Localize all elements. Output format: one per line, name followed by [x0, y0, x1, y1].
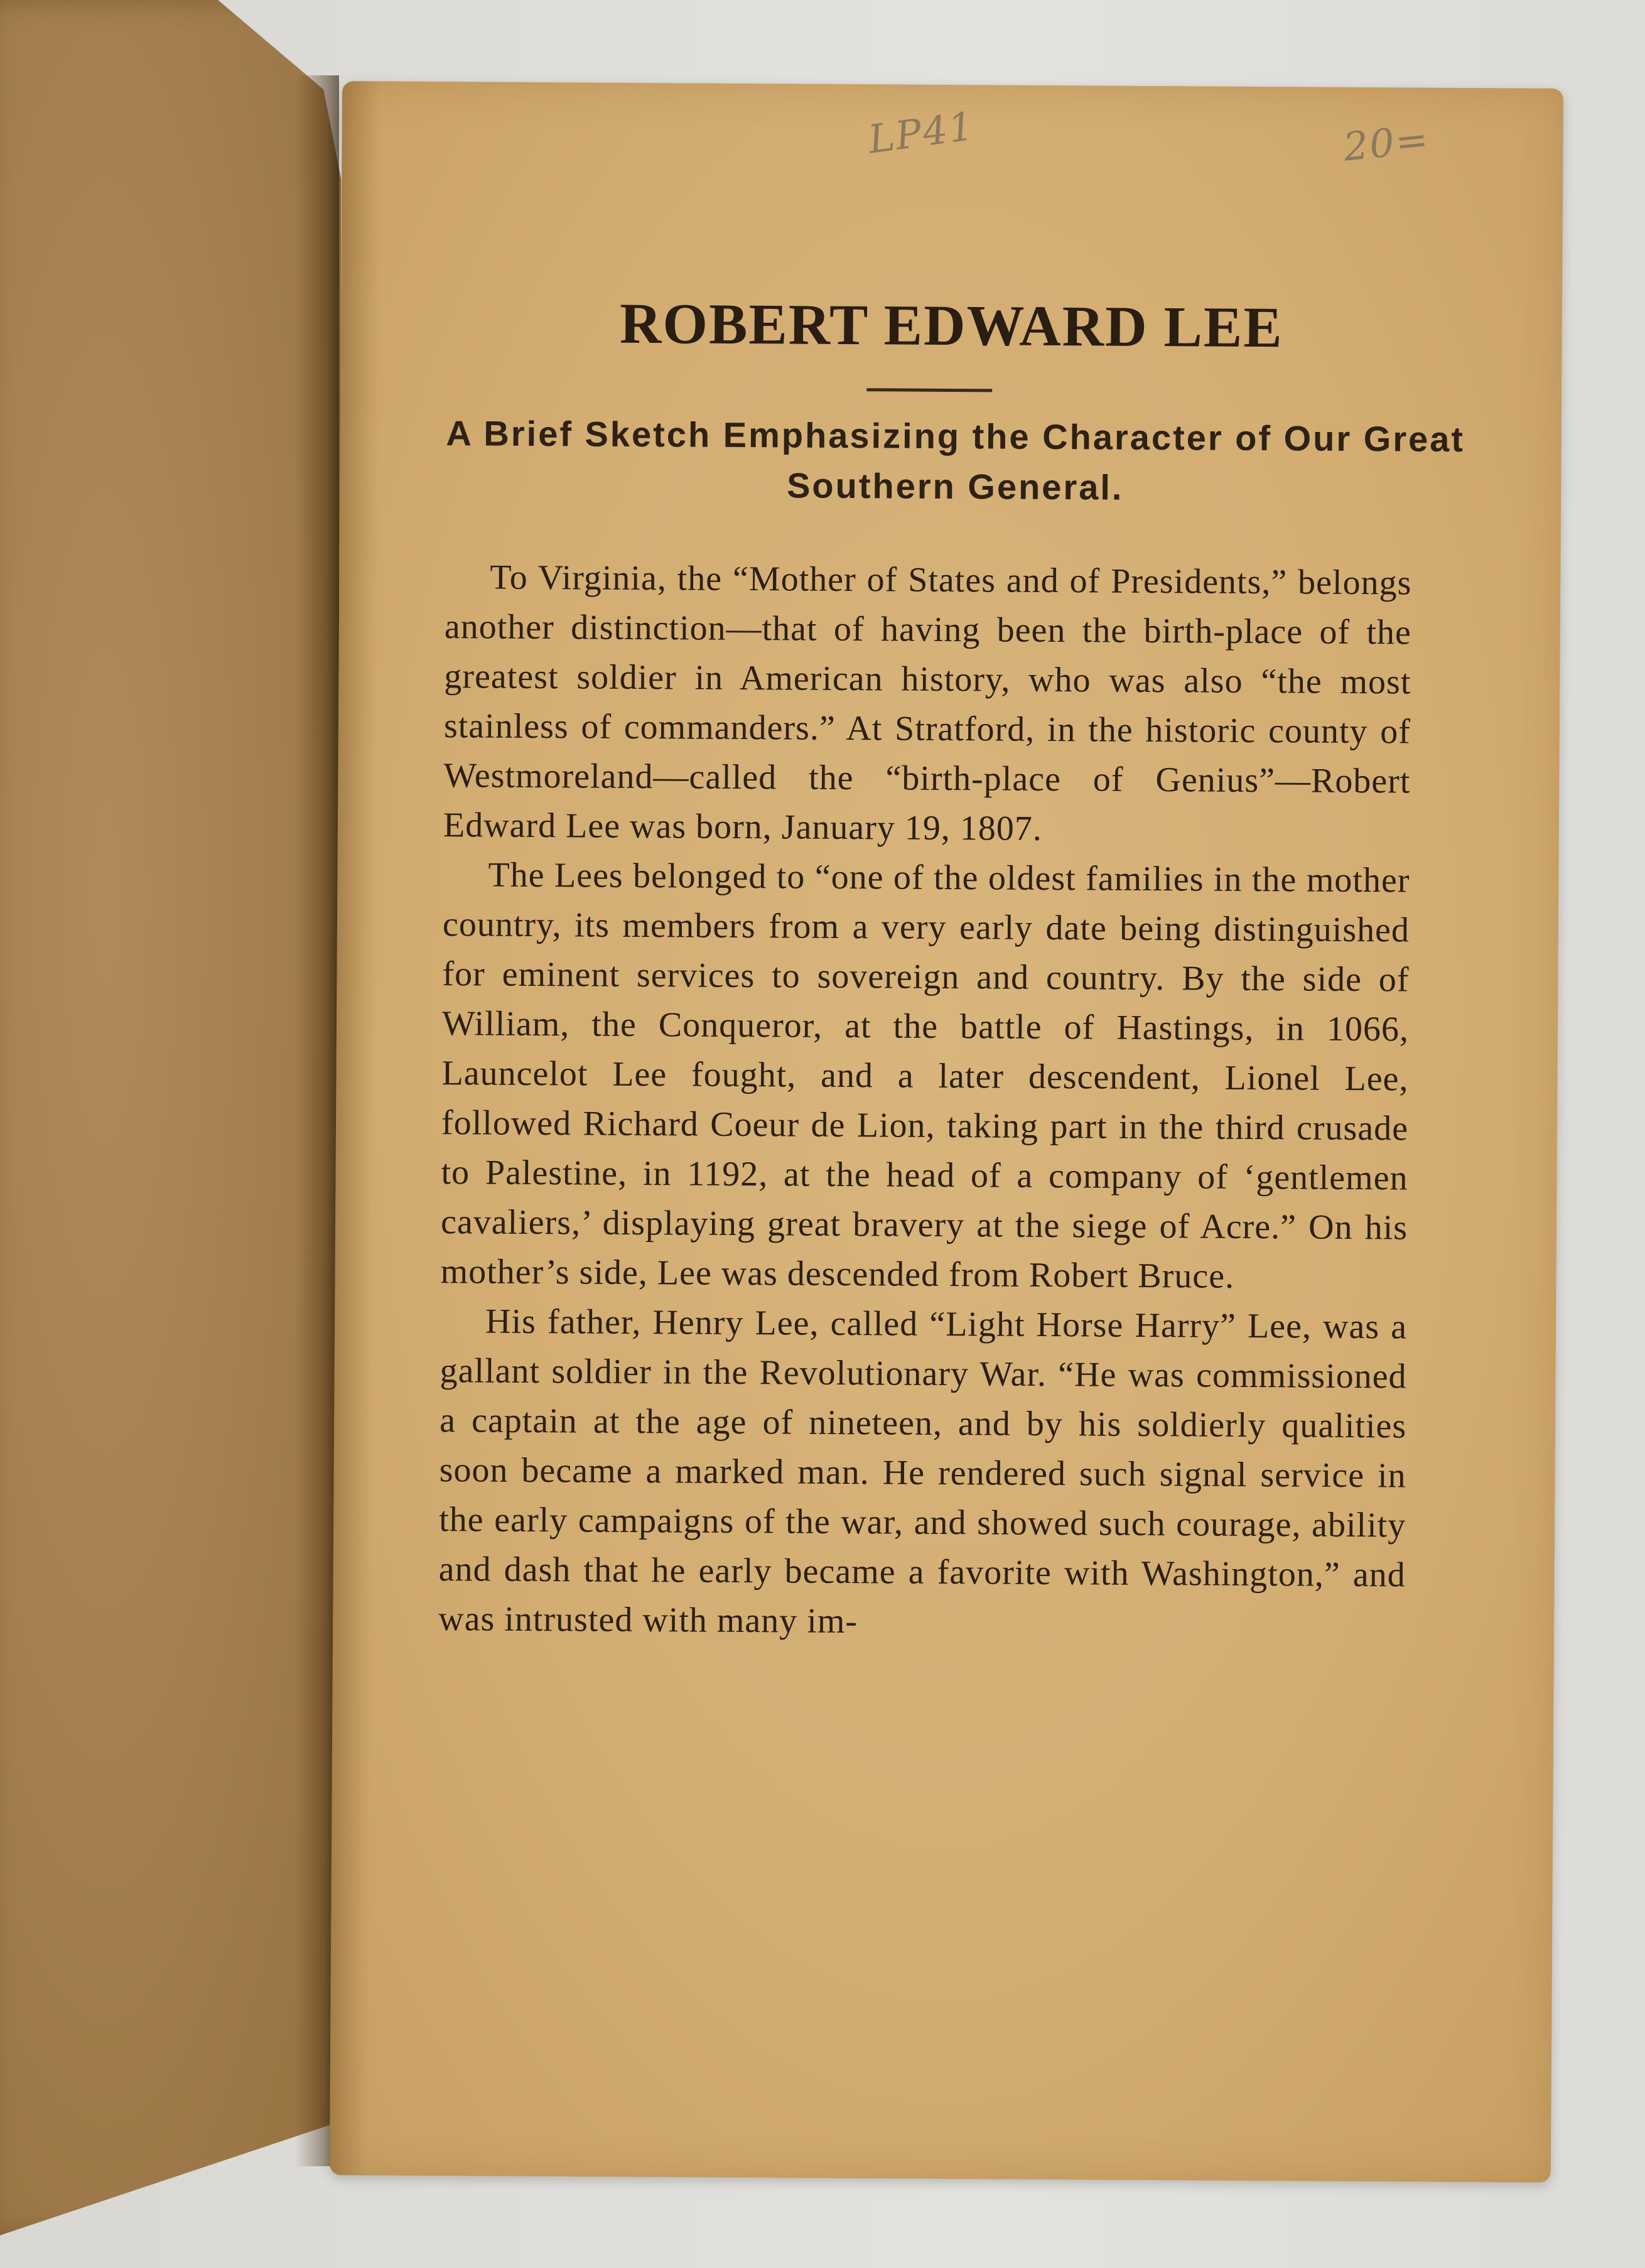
body-text [438, 553, 1412, 1650]
pencil-annotation-right: 20= [1341, 116, 1432, 170]
document-title: ROBERT EDWARD LEE [619, 291, 1283, 360]
paragraph: The Lees belonged to “one of the oldest families in the mother country, its members from a very early date being distinguished for eminent services to sovereign and country. By the side of William, the Conqueror, at the battle of Hastings, in 1066, Launcelot Lee fought, and a later descendent, Lionel Lee, followed Richard Coeur de Lion, taking part in the third crusade to Palestine, in 1192, at the head of a company of ‘gentlemen cavaliers,’ displaying great bravery at the siege of Acre.” On his mother’s side, Lee was descended from Robert Bruce. [440, 855, 1410, 1296]
pencil-annotation-left: LP41 [865, 102, 978, 163]
document-subtitle: A Brief Sketch Emphasizing the Character of Our Great Southern General. [446, 413, 1465, 507]
booklet-page [330, 81, 1563, 2183]
paragraph: To Virginia, the “Mother of States and of Presidents,” belongs another distinction—that of having been the birth-place of the greatest soldier in American history, who was also “the most stainless of commanders.” At Stratford, in the historic county of Westmoreland—called the “birth-place of Genius”—Robert Edward Lee was born, January 19, 1807. [443, 558, 1412, 848]
paragraph: His father, Henry Lee, called “Light Horse Harry” Lee, was a gallant soldier in the Revolutionary War. “He was commissioned a captain at the age of nineteen, and by his soldierly qualities soon became a marked man. He rendered such signal service in the early campaigns of the war, and showed such courage, ability and dash that he early became a favorite with Washington,” and was intrusted with many im- [438, 1302, 1408, 1641]
title-rule [866, 388, 992, 392]
